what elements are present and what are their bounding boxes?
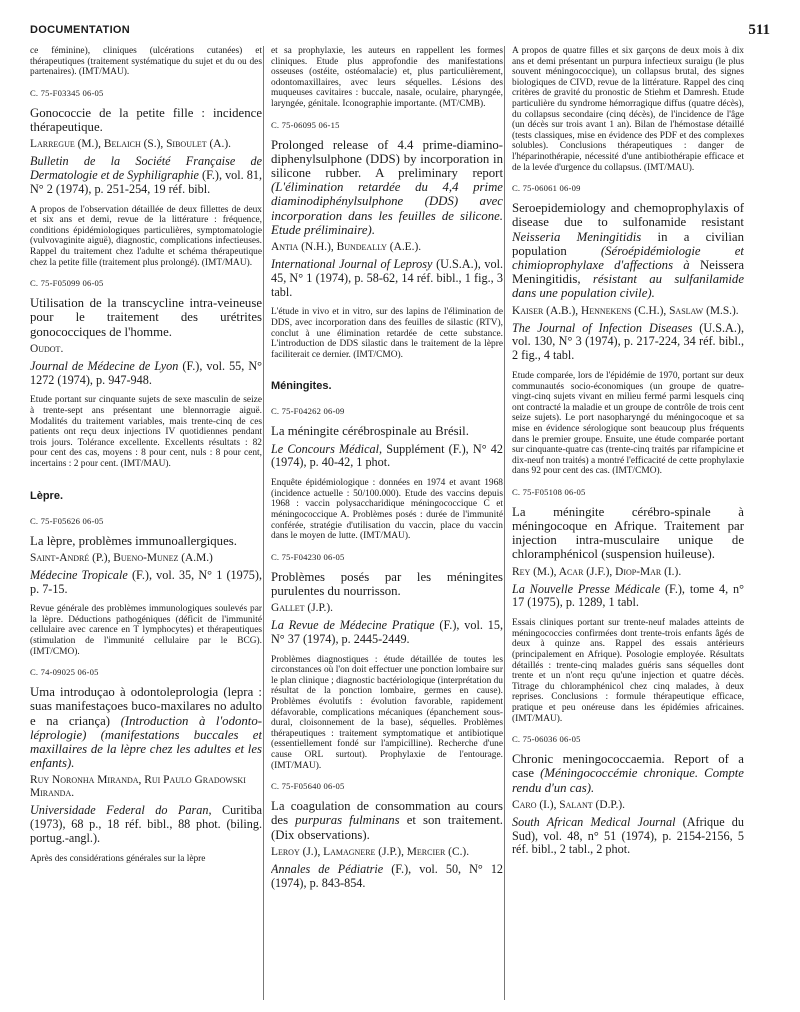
journal-name: International Journal of Leprosy (271, 256, 433, 271)
page-number: 511 (748, 22, 770, 38)
title-italic-organism: Neisseria Meningitidis (512, 229, 642, 244)
citation-details: (U.S.A.), vol. 45, N° 1 (1974), p. 58-62, 14 réf. bibl., 1 fig., 3 tabl. (271, 256, 503, 299)
abstract-continued: et sa prophylaxie, les auteurs en rappellent les formes cliniques. Etude plus approfondie des manifestations osseuses (ostéite, ostéomalacie) et, plus particulièrement, odontomaxillaires, avec leurs séquelles. Lésions des muqueuses cavitaires : buccale, nasale, oculaire, pharyngée, laryngée, génitale. Iconographie importante. (MT/CMB). (271, 46, 503, 109)
journal-name: Médecine Tropicale (30, 567, 128, 582)
entry-abstract: Revue générale des problèmes immunologiques soulevés par la lèpre. Déductions pathogéniques (déficit de l'immunité cellulaire avec carence en T lymphocytes) et thérapeutiques (stimulation de l'immunité cellulaire par le BCG). (IMT/CMO). (30, 604, 262, 657)
journal-name: La Nouvelle Presse Médicale (512, 581, 661, 596)
citation-details: (F.), vol. 35, N° 1 (1975), p. 7-15. (30, 567, 262, 596)
abstract-continued: A propos de quatre filles et six garçons de deux mois à dix ans et demi présentant un purpura infectieux suraigu (le plus souvent méningococcique), un collapsus brutal, des signes biologiques de CIVD, revue de la littérature. Rappel des cinq critères de gravité du pronostic de Stiehm et Damresh. Etude particulière du syndrome hémorragique diffus (quatre décès), du collapsus secondaire (cinq décès), de l'incidence de l'âge (un décès sur trois avant 1 an). Bilan de l'hémostase détaillé (tests classiques, mise en évidence des PDF et des complexes solubles). Conclusions thérapeutiques : danger de l'héparinothérapie, nécessité d'une antibiothérapie efficace et de la levée d'urgence du collapsus. (IMT/MAU). (512, 46, 744, 173)
entry-abstract: Enquête épidémiologique : données en 1974 et avant 1968 (incidence actuelle : 50/100.000). Etude des vaccins depuis 1968 : vaccin polysaccharidique méningococcique C et méningococcique A. Problèmes posés : durée de l'immunité conférée, stratégie d'utilisation du vaccin, place du vaccin dans le moyen de lutte. (IMT/MAU). (271, 478, 503, 542)
journal-name: The Journal of Infection Diseases (512, 320, 693, 335)
entry-authors: Ruy Noronha Miranda, Rui Paulo Gradowski Miranda. (30, 774, 246, 800)
entry-source (30, 569, 262, 597)
entry (271, 781, 503, 890)
title-translation: (Introduction à l'odonto-léprologie) (manifestations buccales et maxillaires de la lèpre chez les adultes et les enfants). (30, 713, 262, 771)
entry-code: C. 75-F04262 06-09 (271, 406, 345, 417)
citation-details: (Afrique du Sud), vol. 48, n° 51 (1974), p. 2154-2156, 5 réf. bibl., 2 tabl., 2 phot. (512, 814, 744, 857)
entry-source (512, 322, 744, 363)
citation-details: (U.S.A.), vol. 130, N° 3 (1974), p. 217-224, 34 réf. bibl., 2 fig., 4 tabl. (512, 320, 744, 363)
entry (271, 552, 503, 772)
citation-details: (F.), vol. 50, N° 12 (1974), p. 843-854. (271, 861, 503, 890)
column-divider (504, 46, 505, 1000)
journal-name: Universidade Federal do Paran, (30, 803, 212, 818)
entry-source (271, 258, 503, 299)
entry-title (271, 138, 503, 237)
entry-title (512, 752, 744, 795)
title-text: Seroepidemiology and chemoprophylaxis of disease due to sulfonamide resistant (512, 201, 744, 230)
column-divider (263, 46, 264, 1000)
entry-code: C. 74-09025 06-05 (30, 667, 99, 678)
entry-code: C. 75-F05640 06-05 (271, 781, 345, 792)
entry-source (271, 619, 503, 647)
entry-authors: Oudot. (30, 342, 64, 355)
entry-code: C. 75-06036 06-05 (512, 734, 581, 745)
entry-source (271, 863, 503, 891)
entry-authors: Antia (N.H.), Bundeally (A.E.). (271, 240, 422, 253)
entry-code: C. 75-F05108 06-05 (512, 486, 586, 497)
citation-details: (F.), vol. 55, N° 1272 (1974), p. 947-948. (30, 358, 262, 387)
entry-abstract: L'étude in vivo et in vitro, sur des lapins de l'élimination de DDS, avec incorporation dans des feuilles de silastic (RTV), conclut à une élimination retardée de cette substance. L'introduction de DDS silastic dans le traitement de la lèpre faciliterait ce dernier. (IMT/CMO). (271, 307, 503, 360)
entry (271, 406, 503, 541)
title-translation: (L'élimination retardée du 4,4 prime diaminodiphénylsulphone (DDS) avec incorporation dans les feuilles de silicone. Etude préliminaire). (271, 180, 503, 237)
entry-source (512, 816, 744, 857)
citation-details: Curitiba (1973), 68 p., 18 réf. bibl., 88 phot. (biling. portug.-angl.). (30, 803, 262, 846)
entry-code: C. 75-F04230 06-05 (271, 551, 345, 562)
entry-title: La méningite cérébrospinale au Brésil. (271, 424, 469, 439)
entry-source (512, 583, 744, 611)
entry-title: Problèmes posés par les méningites purulentes du nourrisson. (271, 569, 503, 598)
entry-title (271, 799, 503, 842)
column-middle (271, 46, 503, 1004)
entry-abstract: Essais cliniques portant sur trente-neuf malades atteints de méningococcies confirmées dont trente-trois enfants âgés de deux à quinze ans. Rappel des essais antérieurs (principalement en Afrique). Posologie employée. Résultats détaillés : trente-cinq malades guéris sans séquelles dont trente et un n'ont reçu qu'une injection et quatre décès. Titrage du chloramphénicol chez cinq malades, à deux reprises. Conclusions : formule thérapeutique efficace, pratique et peu onéreuse dans les épidémies africaines. (IMT/MAU). (512, 618, 744, 724)
citation-details: (F.), vol. 81, N° 2 (1974), p. 251-254, 19 réf. bibl. (30, 167, 262, 196)
title-translation-organism: Neissera Meningitidis, (512, 257, 744, 287)
journal-name: Journal de Médecine de Lyon (30, 358, 179, 373)
entry-source (271, 443, 503, 471)
entry-title: Gonococcie de la petite fille : incidence thérapeutique. (30, 105, 262, 134)
column-left (30, 46, 262, 1004)
title-text: La coagulation de consommation au cours des (271, 799, 503, 828)
entry-code: C. 75-F05099 06-05 (30, 278, 104, 289)
entry-title (30, 685, 262, 770)
entry (512, 734, 744, 857)
entry-source (30, 804, 262, 845)
entry-title: La méningite cérébro-spinale à méningocoque en Afrique. Traitement par injection intra-musculaire unique de chloramphénicol (suspension huileuse). (512, 504, 744, 562)
entry-code: C. 75-F03345 06-05 (30, 87, 104, 98)
citation-details: (F.), tome 4, n° 17 (1975), p. 1289, 1 tabl. (512, 581, 744, 610)
entry (30, 667, 262, 864)
entry (271, 120, 503, 361)
entry-abstract: Etude portant sur cinquante sujets de sexe masculin de seize à trente-sept ans présentant une blennorragie aiguë. Modalités du traitement variables, mais trente-cinq de ces patients ont reçu deux injections IV quotidiennes pendant trois jours. Tolérance excellente. Excellents résultats : 82 pour cent des cas, moyens : 8 pour cent, nuls : 8 pour cent, incertains : 2 pour cent. (IMT/MAU). (30, 395, 262, 469)
entry-code: C. 75-F05626 06-05 (30, 515, 104, 526)
abstract-continued: ce féminine), cliniques (ulcérations cutanées) et thérapeutiques (traitement systématique du sujet et du ou des partenaires). (IMT/MAU). (30, 46, 262, 78)
entry-source (30, 360, 262, 388)
journal-name: Bulletin de la Société Française de Dermatologie et de Syphiligraphie (30, 154, 262, 182)
citation-details: (F.), vol. 15, N° 37 (1974), p. 2445-2449. (271, 618, 503, 646)
entry-code: C. 75-06061 06-09 (512, 183, 581, 194)
title-text-mid: in a civilian population (512, 229, 744, 258)
entry (30, 88, 262, 268)
title-text: Prolonged release of 4.4 prime-diamino-diphenylsulphone (DDS) by incorporation in silicone rubber. A preliminary report (271, 137, 503, 180)
title-italic-term: purpuras fulminans (295, 813, 400, 828)
entry-authors: Gallet (J.P.). (271, 602, 334, 615)
entry-authors: Saint-André (P.), Bueno-Munez (A.M.) (30, 551, 213, 564)
citation-details: Supplément (F.), N° 42 (1974), p. 40-42, 1 phot. (271, 441, 503, 470)
entry-authors: Kaiser (A.B.), Hennekens (C.H.), Saslaw (M.S.). (512, 304, 739, 317)
title-translation: (Méningococcémie chronique. Compte rendu d'un cas). (512, 766, 744, 795)
section-heading: Méningites. (271, 380, 332, 393)
section-heading: Lèpre. (30, 489, 64, 502)
journal-name: Annales de Pédiatrie (271, 861, 384, 876)
page-header (30, 22, 770, 42)
entry (512, 487, 744, 724)
journal-name: La Revue de Médecine Pratique (271, 618, 435, 633)
entry-authors: Caro (I.), Salant (D.P.). (512, 798, 625, 811)
journal-name: South African Medical Journal (512, 814, 676, 829)
entry-authors: Rey (M.), Acar (J.F.), Diop-Mar (I.). (512, 565, 682, 578)
entry-authors: Leroy (J.), Lamagnere (J.P.), Mercier (C.). (271, 845, 470, 858)
title-text: Chronic meningococcaemia. Report of a case (512, 752, 744, 781)
entry-abstract: Etude comparée, lors de l'épidémie de 1970, portant sur deux communautés socio-économiques (un groupe de quatre-vingt-cinq sujets vivant en milieu fermé parmi lesquels cinq ont contracté la maladie et un groupe de contrôle de trois cent seize sujets). Le port nasopharyngé du méningocoque et sa mise en évidence sérologique sont beaucoup plus fréquents dans le premier groupe. Ensuite, une étude comparée portant sur cinquante-quatre cas (trente-cinq traités par rifampicine et dix-neuf non traités) a montré l'efficacité de cette prophylaxie dans 92 pour cent des cas. (IMT/CMO). (512, 370, 744, 477)
entry-source (30, 155, 262, 196)
entry-code: C. 75-06095 06-15 (271, 119, 340, 130)
entry (30, 516, 262, 658)
entry-title (512, 201, 744, 300)
column-right (512, 46, 744, 1004)
title-translation-end: résistant au sulfanilamide dans une population civile). (512, 272, 744, 301)
entry-title: La lèpre, problèmes immunoallergiques. (30, 533, 237, 548)
running-title: DOCUMENTATION (30, 24, 131, 36)
entry (512, 183, 744, 477)
entry-abstract: Problèmes diagnostiques : étude détaillée de toutes les circonstances où l'on doit effectuer une ponction lombaire sur le plan clinique ; diagnostic bactériologique (interprétation du résultat de la ponction lombaire, germes en cause). Problèmes évolutifs : évolution favorable, rapidement défavorable, complications mécaniques (épanchement sous-dural, cloisonnement de la base), séquelles. Problèmes thérapeutiques : traitement symptomatique et antibiotique (essentiellement fondé sur l'ampicilline). Recherche d'une cause ORL surtout). Prophylaxie de l'entourage. (IMT/MAU). (271, 654, 503, 771)
title-text-end: et son traitement. (Dix observations). (271, 813, 503, 842)
title-text: Uma introduçao à odontoleprologia (lepra : suas manifestaçoes buco-maxilares no adulto e na criança) (30, 685, 262, 728)
entry-title: Utilisation de la transcycline intra-veineuse pour le traitement des urétrites gonococciques de l'homme. (30, 296, 262, 339)
journal-name: Le Concours Médical, (271, 441, 383, 456)
entry-authors: Larregue (M.), Belaich (S.), Siboulet (A.). (30, 138, 231, 151)
entry-abstract: A propos de l'observation détaillée de deux fillettes de deux et six ans et demi, revue de la littérature : fréquence, conditions épidémiologiques particulières, symptomatologie (vulvovaginite aiguë), diagnostic, complications infectieuses. Rappel du traitement chez l'adulte et schéma thérapeutique chez la petite fille (traitement plus prolongé). (IMT/MAU). (30, 204, 262, 268)
title-translation: (Séroépidémiologie et chimioprophylaxe d'affections à (512, 243, 744, 272)
entry (30, 278, 262, 469)
entry-abstract: Après des considérations générales sur la lèpre (30, 853, 206, 864)
